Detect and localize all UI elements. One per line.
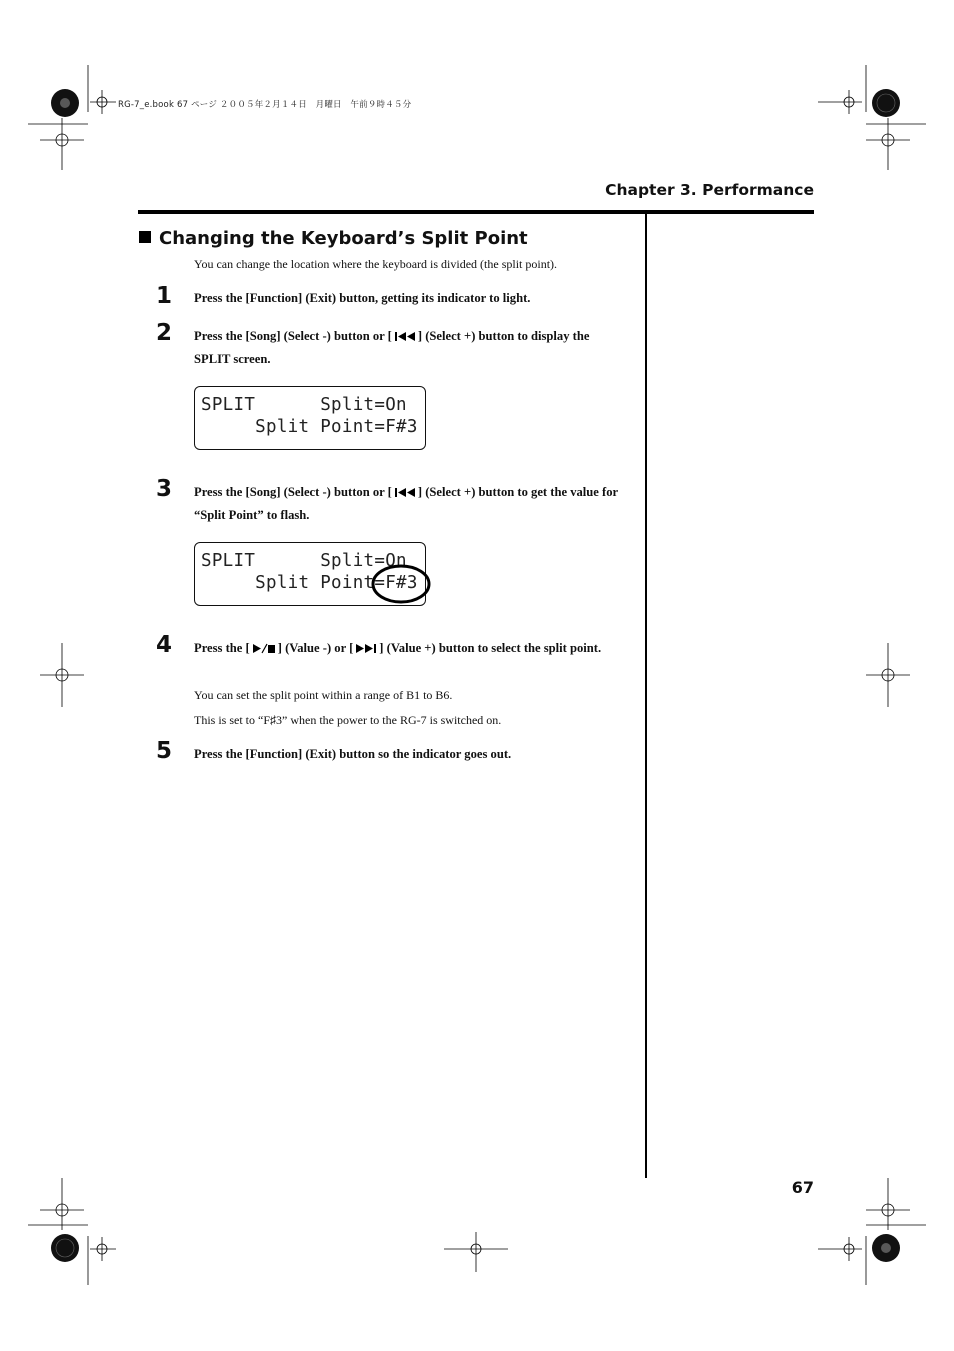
column-rule — [645, 214, 647, 1178]
section-title: Changing the Keyboard’s Split Point — [139, 228, 528, 249]
note-text: This is set to “F♯3” when the power to the RG-7 is switched on. — [194, 713, 502, 727]
play-stop-icon — [252, 643, 276, 654]
page-number: 67 — [791, 1178, 814, 1197]
highlight-circle — [370, 560, 434, 606]
print-info: RG-7_e.book 67 ページ ２００５年２月１４日 月曜日 午前９時４５分 — [118, 100, 412, 110]
lcd-line-2: Split Point=F#3 — [201, 573, 418, 593]
step-number: 1 — [156, 283, 173, 309]
fast-forward-icon — [355, 643, 377, 654]
header-rule — [138, 210, 814, 214]
reverse-skip-icon — [394, 487, 416, 498]
chapter-heading: Chapter 3. Performance — [605, 181, 814, 199]
step-text: Press the [Function] (Exit) button, getting its indicator to light. — [194, 291, 531, 305]
step-text: Press the [Song] (Select -) button or [ ] (Select +) button to get the value for “Split Point” to flash. — [194, 485, 618, 522]
step-text: Press the [Song] (Select -) button or [ ] (Select +) button to display the SPLIT screen. — [194, 329, 590, 366]
step-number: 2 — [156, 320, 173, 346]
step-number: 5 — [156, 738, 173, 764]
lcd-line-1: SPLIT Split=On — [201, 395, 407, 415]
reverse-skip-icon — [394, 331, 416, 342]
step-number: 4 — [156, 632, 173, 658]
lcd-line-2: Split Point=F#3 — [201, 417, 418, 437]
note-text: You can set the split point within a range of B1 to B6. — [194, 688, 453, 702]
step-text: Press the [Function] (Exit) button so the indicator goes out. — [194, 747, 512, 761]
lcd-display — [194, 386, 426, 450]
step-number: 3 — [156, 476, 173, 502]
lcd-line-1: SPLIT Split=On — [201, 551, 407, 571]
square-bullet-icon — [139, 231, 151, 243]
section-intro: You can change the location where the keyboard is divided (the split point). — [194, 257, 558, 271]
step-text: Press the [ ] (Value -) or [ ] (Value +) button to select the split point. — [194, 641, 602, 655]
